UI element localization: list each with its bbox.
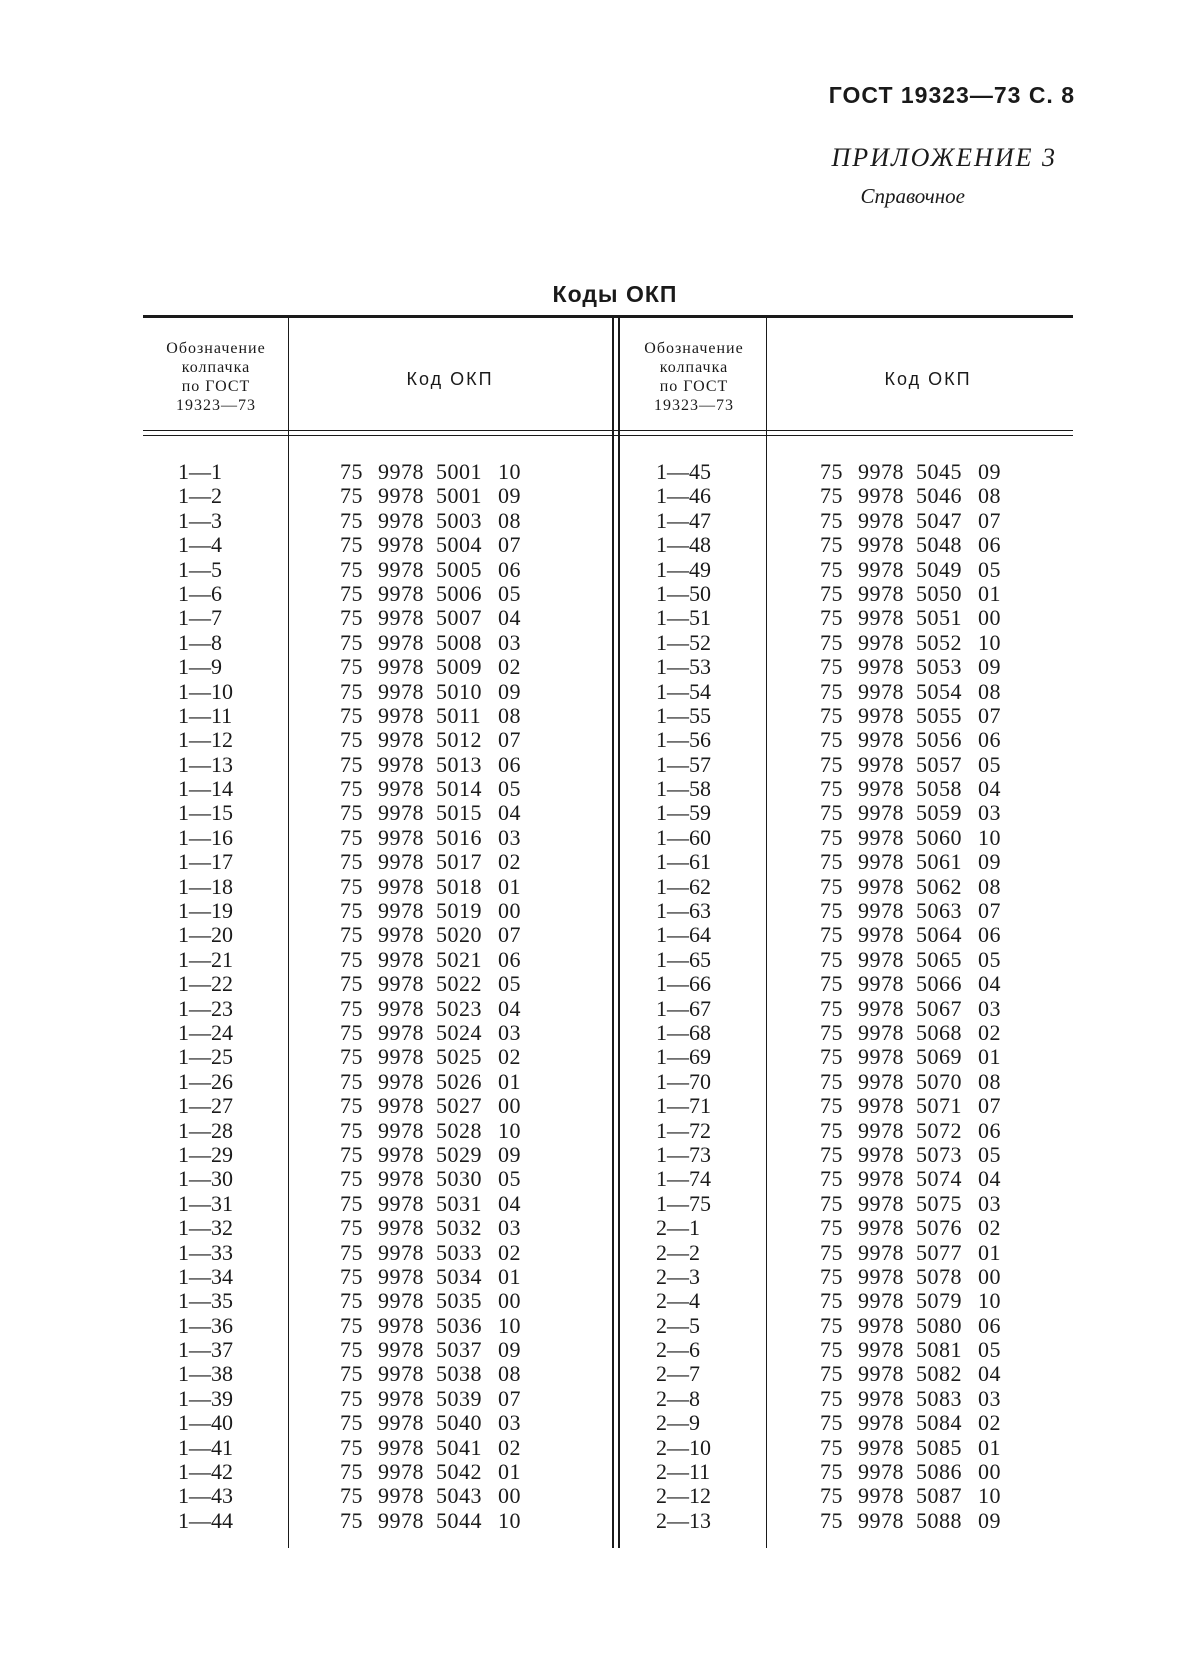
okp-code-cell: 75 9978 5068 02: [820, 1019, 1001, 1045]
document-header: ГОСТ 19323—73 С. 8: [828, 82, 1075, 108]
designation-cell: 2—4: [656, 1288, 700, 1314]
okp-code-cell: 75 9978 5043 00: [340, 1483, 521, 1509]
designation-cell: 1—44: [178, 1507, 233, 1533]
designation-cell: 1—6: [178, 580, 222, 606]
okp-code-cell: 75 9978 5071 07: [820, 1093, 1001, 1119]
header-designation-left: [146, 339, 286, 415]
designation-cell: 1—37: [178, 1337, 233, 1363]
designation-cell: 1—63: [656, 898, 711, 924]
okp-code-cell: 75 9978 5011 08: [340, 702, 521, 728]
designation-cell: 1—49: [656, 556, 711, 582]
okp-code-cell: 75 9978 5081 05: [820, 1337, 1001, 1363]
okp-code-cell: 75 9978 5012 07: [340, 727, 521, 753]
okp-code-cell: 75 9978 5028 10: [340, 1117, 521, 1143]
okp-code-cell: 75 9978 5061 09: [820, 849, 1001, 875]
okp-code-cell: 75 9978 5016 03: [340, 824, 521, 850]
designation-cell: 1—20: [178, 922, 233, 948]
designation-cell: 1—7: [178, 605, 222, 631]
okp-code-cell: 75 9978 5013 06: [340, 751, 521, 777]
header-code-right: Код ОКП: [884, 369, 972, 389]
left-code-column: [340, 460, 528, 1533]
designation-cell: 1—45: [656, 459, 711, 484]
okp-code-cell: 75 9978 5030 05: [340, 1166, 521, 1192]
designation-cell: 1—58: [656, 776, 711, 802]
designation-cell: 1—48: [656, 532, 711, 558]
okp-code-cell: 75 9978 5007 04: [340, 605, 521, 631]
okp-code-cell: 75 9978 5083 03: [820, 1385, 1001, 1411]
okp-code-cell: 75 9978 5004 07: [340, 532, 521, 558]
designation-cell: 1—8: [178, 629, 222, 655]
okp-code-cell: 75 9978 5037 09: [340, 1337, 521, 1363]
designation-cell: 1—35: [178, 1288, 233, 1314]
designation-cell: 1—51: [656, 605, 711, 631]
okp-code-cell: 75 9978 5086 00: [820, 1459, 1001, 1485]
designation-cell: 1—54: [656, 678, 711, 704]
designation-cell: 2—8: [656, 1385, 700, 1411]
okp-code-cell: 75 9978 5027 00: [340, 1093, 521, 1119]
designation-cell: 1—40: [178, 1410, 233, 1436]
designation-cell: 1—21: [178, 946, 233, 972]
designation-cell: 1—12: [178, 727, 233, 753]
okp-code-cell: 75 9978 5050 01: [820, 580, 1001, 606]
okp-code-cell: 75 9978 5051 00: [820, 605, 1001, 631]
okp-code-cell: 75 9978 5053 09: [820, 654, 1001, 680]
designation-cell: 1—9: [178, 654, 222, 680]
designation-cell: 1—38: [178, 1361, 233, 1387]
okp-code-cell: 75 9978 5024 03: [340, 1019, 521, 1045]
designation-cell: 2—11: [656, 1459, 711, 1485]
designation-cell: 2—2: [656, 1239, 700, 1265]
designation-cell: 1—71: [656, 1093, 711, 1119]
designation-cell: 1—50: [656, 580, 711, 606]
designation-cell: 1—42: [178, 1459, 233, 1485]
okp-code-cell: 75 9978 5015 04: [340, 800, 521, 826]
designation-cell: 1—69: [656, 1044, 711, 1070]
designation-cell: 2—3: [656, 1263, 700, 1289]
okp-code-cell: 75 9978 5006 05: [340, 580, 521, 606]
okp-code-cell: 75 9978 5003 08: [340, 507, 521, 533]
okp-code-cell: 75 9978 5084 02: [820, 1410, 1001, 1436]
designation-cell: 1—4: [178, 532, 222, 558]
okp-code-cell: 75 9978 5080 06: [820, 1312, 1001, 1338]
okp-code-cell: 75 9978 5073 05: [820, 1141, 1001, 1167]
designation-cell: 1—23: [178, 995, 233, 1021]
okp-code-cell: 75 9978 5025 02: [340, 1044, 521, 1070]
designation-cell: 2—9: [656, 1410, 700, 1436]
designation-cell: 1—43: [178, 1483, 233, 1509]
designation-cell: 1—16: [178, 824, 233, 850]
designation-cell: 2—10: [656, 1434, 711, 1460]
okp-code-cell: 75 9978 5009 02: [340, 654, 521, 680]
designation-cell: 1—65: [656, 946, 711, 972]
okp-code-cell: 75 9978 5075 03: [820, 1190, 1001, 1216]
okp-code-cell: 75 9978 5065 05: [820, 946, 1001, 972]
right-designation-column: [656, 460, 776, 1533]
okp-code-cell: 75 9978 5039 07: [340, 1385, 521, 1411]
designation-cell: 1—62: [656, 873, 711, 899]
okp-code-cell: 75 9978 5058 04: [820, 776, 1001, 802]
okp-code-cell: 75 9978 5062 08: [820, 873, 1001, 899]
okp-code-cell: 75 9978 5078 00: [820, 1263, 1001, 1289]
designation-cell: 1—75: [656, 1190, 711, 1216]
okp-code-cell: 75 9978 5021 06: [340, 946, 521, 972]
designation-cell: 1—36: [178, 1312, 233, 1338]
header-line: колпачка: [181, 359, 251, 376]
okp-code-cell: 75 9978 5035 00: [340, 1288, 521, 1314]
table-header-rule-2: [143, 435, 1073, 436]
designation-cell: 1—24: [178, 1019, 233, 1045]
okp-code-cell: 75 9978 5087 10: [820, 1483, 1001, 1509]
designation-cell: 1—3: [178, 507, 222, 533]
okp-code-cell: 75 9978 5076 02: [820, 1215, 1001, 1241]
okp-code-cell: 75 9978 5054 08: [820, 678, 1001, 704]
designation-cell: 1—34: [178, 1263, 233, 1289]
header-line: по ГОСТ: [659, 378, 729, 395]
designation-cell: 1—60: [656, 824, 711, 850]
designation-cell: 1—25: [178, 1044, 233, 1070]
okp-code-cell: 75 9978 5038 08: [340, 1361, 521, 1387]
designation-cell: 1—68: [656, 1019, 711, 1045]
designation-cell: 1—30: [178, 1166, 233, 1192]
designation-cell: 2—12: [656, 1483, 711, 1509]
okp-code-cell: 75 9978 5064 06: [820, 922, 1001, 948]
left-designation-column: [178, 460, 298, 1533]
designation-cell: 2—13: [656, 1507, 711, 1533]
designation-cell: 1—72: [656, 1117, 711, 1143]
okp-code-cell: 75 9978 5052 10: [820, 629, 1001, 655]
okp-code-cell: 75 9978 5085 01: [820, 1434, 1001, 1460]
designation-cell: 1—53: [656, 654, 711, 680]
okp-code-cell: 75 9978 5019 00: [340, 898, 521, 924]
designation-cell: 1—19: [178, 898, 233, 924]
okp-code-cell: 75 9978 5001 10: [340, 459, 521, 484]
table-title: Коды ОКП: [552, 281, 678, 307]
header-line: Обозначение: [166, 340, 266, 357]
designation-cell: 1—39: [178, 1385, 233, 1411]
designation-cell: 1—59: [656, 800, 711, 826]
designation-cell: 1—74: [656, 1166, 711, 1192]
designation-cell: 1—29: [178, 1141, 233, 1167]
designation-cell: 1—33: [178, 1239, 233, 1265]
okp-code-cell: 75 9978 5026 01: [340, 1068, 521, 1094]
okp-code-cell: 75 9978 5018 01: [340, 873, 521, 899]
header-code-left: Код ОКП: [406, 369, 494, 389]
header-line: по ГОСТ: [181, 378, 251, 395]
okp-code-cell: 75 9978 5056 06: [820, 727, 1001, 753]
designation-cell: 1—17: [178, 849, 233, 875]
okp-code-cell: 75 9978 5060 10: [820, 824, 1001, 850]
designation-cell: 2—6: [656, 1337, 700, 1363]
okp-code-cell: 75 9978 5031 04: [340, 1190, 521, 1216]
designation-cell: 1—73: [656, 1141, 711, 1167]
okp-code-cell: 75 9978 5072 06: [820, 1117, 1001, 1143]
designation-cell: 1—64: [656, 922, 711, 948]
designation-cell: 1—31: [178, 1190, 233, 1216]
designation-cell: 2—7: [656, 1361, 700, 1387]
designation-cell: 1—5: [178, 556, 222, 582]
designation-cell: 2—1: [656, 1215, 700, 1241]
designation-cell: 1—52: [656, 629, 711, 655]
okp-code-cell: 75 9978 5077 01: [820, 1239, 1001, 1265]
designation-cell: 1—56: [656, 727, 711, 753]
designation-cell: 1—67: [656, 995, 711, 1021]
okp-code-cell: 75 9978 5017 02: [340, 849, 521, 875]
designation-cell: 1—18: [178, 873, 233, 899]
okp-code-cell: 75 9978 5055 07: [820, 702, 1001, 728]
appendix-title: ПРИЛОЖЕНИЕ 3: [831, 143, 1057, 172]
okp-code-cell: 75 9978 5049 05: [820, 556, 1001, 582]
designation-cell: 1—22: [178, 971, 233, 997]
okp-code-cell: 75 9978 5066 04: [820, 971, 1001, 997]
designation-cell: 1—57: [656, 751, 711, 777]
okp-code-cell: 75 9978 5046 08: [820, 483, 1001, 509]
header-line: Обозначение: [644, 340, 744, 357]
okp-code-cell: 75 9978 5088 09: [820, 1507, 1001, 1533]
okp-code-cell: 75 9978 5048 06: [820, 532, 1001, 558]
header-line: 19323—73: [654, 397, 734, 414]
designation-cell: 1—2: [178, 483, 222, 509]
table-top-rule: [143, 315, 1073, 318]
okp-code-cell: 75 9978 5040 03: [340, 1410, 521, 1436]
right-code-column: [820, 460, 1008, 1533]
designation-cell: 1—41: [178, 1434, 233, 1460]
designation-cell: 1—66: [656, 971, 711, 997]
designation-cell: 1—11: [178, 702, 233, 728]
okp-code-cell: 75 9978 5069 01: [820, 1044, 1001, 1070]
designation-cell: 1—26: [178, 1068, 233, 1094]
okp-code-cell: 75 9978 5034 01: [340, 1263, 521, 1289]
okp-code-cell: 75 9978 5047 07: [820, 507, 1001, 533]
okp-code-cell: 75 9978 5041 02: [340, 1434, 521, 1460]
okp-code-cell: 75 9978 5005 06: [340, 556, 521, 582]
table-header-rule: [143, 430, 1073, 431]
okp-code-cell: 75 9978 5020 07: [340, 922, 521, 948]
header-designation-right: [624, 339, 764, 415]
designation-cell: 1—47: [656, 507, 711, 533]
column-divider-double: [612, 318, 614, 1548]
appendix-subtitle: Справочное: [860, 184, 965, 208]
designation-cell: 1—32: [178, 1215, 233, 1241]
okp-code-cell: 75 9978 5032 03: [340, 1215, 521, 1241]
okp-code-cell: 75 9978 5082 04: [820, 1361, 1001, 1387]
designation-cell: 1—10: [178, 678, 233, 704]
designation-cell: 1—28: [178, 1117, 233, 1143]
okp-code-cell: 75 9978 5023 04: [340, 995, 521, 1021]
okp-code-cell: 75 9978 5079 10: [820, 1288, 1001, 1314]
okp-code-cell: 75 9978 5029 09: [340, 1141, 521, 1167]
designation-cell: 1—55: [656, 702, 711, 728]
okp-code-cell: 75 9978 5067 03: [820, 995, 1001, 1021]
column-divider-double: [618, 318, 620, 1548]
okp-code-cell: 75 9978 5008 03: [340, 629, 521, 655]
designation-cell: 2—5: [656, 1312, 700, 1338]
okp-code-cell: 75 9978 5022 05: [340, 971, 521, 997]
header-line: 19323—73: [176, 397, 256, 414]
okp-code-cell: 75 9978 5010 09: [340, 678, 521, 704]
designation-cell: 1—27: [178, 1093, 233, 1119]
designation-cell: 1—46: [656, 483, 711, 509]
okp-code-cell: 75 9978 5070 08: [820, 1068, 1001, 1094]
designation-cell: 1—14: [178, 776, 233, 802]
designation-cell: 1—1: [178, 459, 222, 484]
okp-code-cell: 75 9978 5074 04: [820, 1166, 1001, 1192]
okp-code-cell: 75 9978 5045 09: [820, 459, 1001, 484]
designation-cell: 1—13: [178, 751, 233, 777]
okp-code-cell: 75 9978 5036 10: [340, 1312, 521, 1338]
okp-code-cell: 75 9978 5001 09: [340, 483, 521, 509]
designation-cell: 1—15: [178, 800, 233, 826]
okp-code-cell: 75 9978 5014 05: [340, 776, 521, 802]
designation-cell: 1—61: [656, 849, 711, 875]
okp-code-cell: 75 9978 5059 03: [820, 800, 1001, 826]
okp-code-cell: 75 9978 5033 02: [340, 1239, 521, 1265]
okp-code-cell: 75 9978 5044 10: [340, 1507, 521, 1533]
okp-code-cell: 75 9978 5042 01: [340, 1459, 521, 1485]
designation-cell: 1—70: [656, 1068, 711, 1094]
okp-code-cell: 75 9978 5057 05: [820, 751, 1001, 777]
okp-code-cell: 75 9978 5063 07: [820, 898, 1001, 924]
header-line: колпачка: [659, 359, 729, 376]
